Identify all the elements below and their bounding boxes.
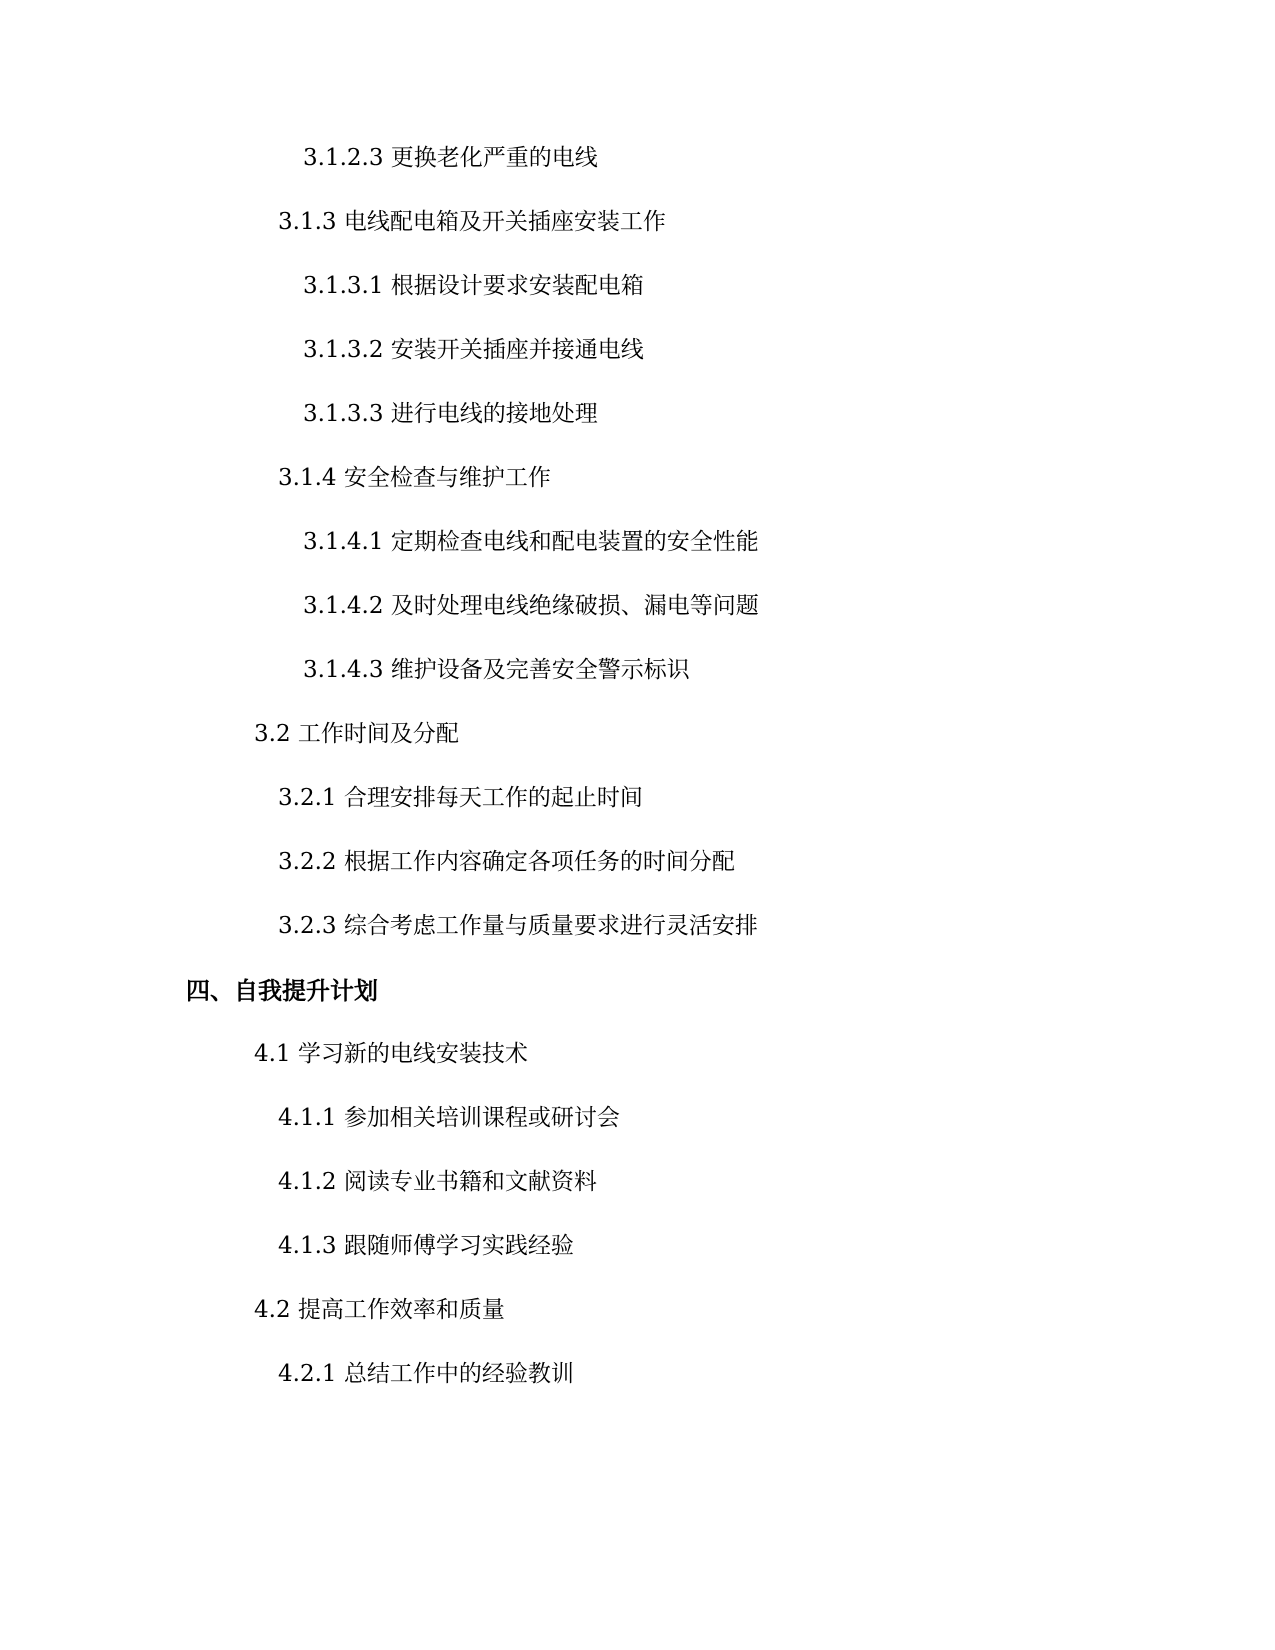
outline-item-3-1-3: 3.1.3 电线配电箱及开关插座安装工作 — [278, 209, 666, 235]
outline-item-3-1-4-2: 3.1.4.2 及时处理电线绝缘破损、漏电等问题 — [303, 593, 759, 619]
outline-item-4-1-2: 4.1.2 阅读专业书籍和文献资料 — [278, 1169, 597, 1195]
outline-item-3-1-4-3: 3.1.4.3 维护设备及完善安全警示标识 — [303, 657, 690, 683]
outline-item-4-1-1: 4.1.1 参加相关培训课程或研讨会 — [278, 1105, 620, 1131]
outline-item-3-1-3-2: 3.1.3.2 安装开关插座并接通电线 — [303, 337, 644, 363]
outline-item-3-1-3-1: 3.1.3.1 根据设计要求安装配电箱 — [303, 273, 644, 299]
outline-item-4-2: 4.2 提高工作效率和质量 — [254, 1297, 505, 1323]
outline-item-3-2-3: 3.2.3 综合考虑工作量与质量要求进行灵活安排 — [278, 913, 758, 939]
section-heading-4: 四、自我提升计划 — [186, 977, 378, 1005]
outline-item-3-2-1: 3.2.1 合理安排每天工作的起止时间 — [278, 785, 643, 811]
outline-item-3-1-2-3: 3.1.2.3 更换老化严重的电线 — [303, 145, 598, 171]
outline-item-3-1-4-1: 3.1.4.1 定期检查电线和配电装置的安全性能 — [303, 529, 759, 555]
outline-item-3-1-4: 3.1.4 安全检查与维护工作 — [278, 465, 551, 491]
outline-item-3-1-3-3: 3.1.3.3 进行电线的接地处理 — [303, 401, 598, 427]
outline-item-3-2: 3.2 工作时间及分配 — [254, 721, 459, 747]
outline-item-4-2-1: 4.2.1 总结工作中的经验教训 — [278, 1361, 574, 1387]
outline-item-4-1: 4.1 学习新的电线安装技术 — [254, 1041, 528, 1067]
outline-item-4-1-3: 4.1.3 跟随师傅学习实践经验 — [278, 1233, 574, 1259]
outline-item-3-2-2: 3.2.2 根据工作内容确定各项任务的时间分配 — [278, 849, 735, 875]
